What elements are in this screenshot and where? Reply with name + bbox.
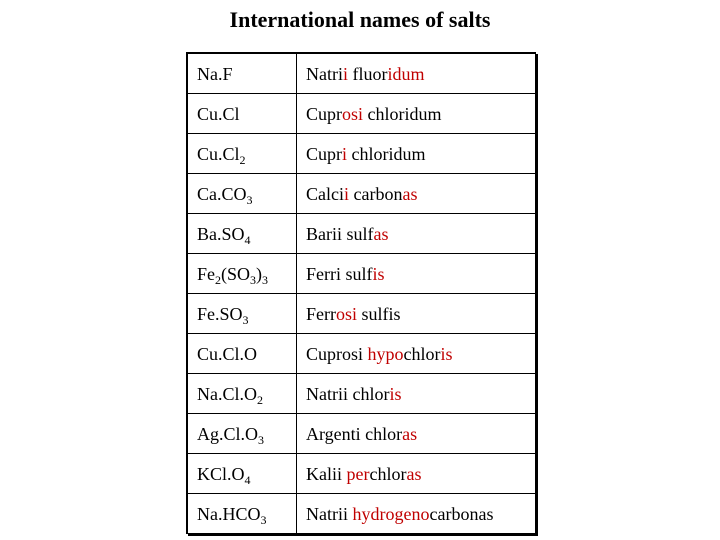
text-segment: ) (256, 263, 263, 284)
table-row (187, 174, 536, 214)
table-row (187, 494, 536, 534)
text-segment: KCl.O (197, 463, 245, 484)
text-segment: Ferri sulf (306, 263, 373, 284)
table-row (187, 334, 536, 374)
latin-name-cell (297, 174, 536, 214)
highlighted-affix: as (402, 183, 418, 204)
subscript: 3 (250, 272, 257, 287)
subscript: 4 (244, 232, 251, 247)
highlighted-affix: idum (387, 63, 425, 84)
text-segment: Ba.SO (197, 223, 245, 244)
subscript: 4 (244, 472, 251, 487)
subscript: 2 (257, 392, 263, 407)
table-row (187, 454, 536, 494)
table-row (187, 254, 536, 294)
table-row (187, 294, 536, 334)
formula-cell (187, 214, 297, 254)
latin-name-cell (297, 214, 536, 254)
formula-cell (187, 174, 297, 214)
formula-cell (187, 254, 297, 294)
latin-name-cell (297, 414, 536, 454)
text-segment: Cu.Cl (197, 143, 240, 164)
table-row (187, 214, 536, 254)
highlighted-affix: i (342, 63, 348, 84)
text-segment: (SO (221, 263, 251, 284)
table-row (187, 134, 536, 174)
highlighted-affix: is (372, 263, 385, 284)
highlighted-affix: is (440, 343, 453, 364)
highlighted-affix: as (402, 423, 418, 444)
text-segment: Kalii (306, 463, 347, 484)
highlighted-affix: hypo (367, 343, 404, 364)
text-segment: Barii sulf (306, 223, 374, 244)
formula-cell (187, 53, 297, 94)
latin-name-cell (297, 134, 536, 174)
latin-name-cell (297, 94, 536, 134)
subscript: 2 (215, 272, 221, 287)
text-segment: Fe.SO (197, 303, 243, 324)
text-segment: Ferr (306, 303, 336, 324)
table-row (187, 94, 536, 134)
text-segment: Fe (197, 263, 215, 284)
highlighted-affix: osi (342, 103, 364, 124)
formula-cell (187, 134, 297, 174)
text-segment: Ag.Cl.O (197, 423, 259, 444)
text-segment: Cu.Cl (197, 103, 240, 124)
latin-name-cell (297, 374, 536, 414)
text-segment: Ca.CO (197, 183, 247, 204)
subscript: 3 (258, 432, 265, 447)
latin-name-cell (297, 254, 536, 294)
text-segment: fluor (348, 63, 388, 84)
highlighted-affix: i (342, 143, 348, 164)
text-segment: chlor (403, 343, 441, 364)
text-segment: Na.Cl.O (197, 383, 257, 404)
text-segment: Natri (306, 63, 343, 84)
highlighted-affix: per (346, 463, 370, 484)
text-segment: Argenti chlor (306, 423, 403, 444)
latin-name-cell (297, 454, 536, 494)
formula-cell (187, 94, 297, 134)
text-segment: chlor (369, 463, 407, 484)
latin-name-cell (297, 294, 536, 334)
text-segment: Cupr (306, 143, 342, 164)
salts-table (186, 52, 536, 534)
highlighted-affix: osi (336, 303, 358, 324)
text-segment: Na.F (197, 63, 233, 84)
text-segment: chloridum (347, 143, 426, 164)
subscript: 3 (260, 512, 267, 527)
highlighted-affix: as (373, 223, 389, 244)
table-row (187, 53, 536, 94)
text-segment: carbon (349, 183, 403, 204)
text-segment: Na.HCO (197, 503, 261, 524)
subscript: 3 (262, 272, 269, 287)
text-segment: Cupr (306, 103, 342, 124)
formula-cell (187, 334, 297, 374)
highlighted-affix: hydrogeno (352, 503, 430, 524)
latin-name-cell (297, 334, 536, 374)
subscript: 2 (239, 152, 246, 167)
salts-table-body (187, 53, 536, 534)
highlighted-affix: is (389, 383, 402, 404)
subscript: 3 (242, 312, 249, 327)
formula-cell (187, 494, 297, 534)
highlighted-affix: as (406, 463, 422, 484)
latin-name-cell (297, 53, 536, 94)
text-segment: Natrii (306, 503, 353, 524)
highlighted-affix: i (344, 183, 350, 204)
text-segment: Calci (306, 183, 344, 204)
text-segment: Natrii chlor (306, 383, 390, 404)
formula-cell (187, 374, 297, 414)
table-row (187, 374, 536, 414)
page-title: International names of salts (229, 7, 491, 32)
text-segment: carbonas (429, 503, 494, 524)
formula-cell (187, 294, 297, 334)
text-segment: sulfis (357, 303, 401, 324)
subscript: 3 (246, 192, 253, 207)
text-segment: Cuprosi (306, 343, 368, 364)
table-row (187, 414, 536, 454)
text-segment: chloridum (363, 103, 442, 124)
latin-name-cell (297, 494, 536, 534)
formula-cell (187, 414, 297, 454)
formula-cell (187, 454, 297, 494)
text-segment: Cu.Cl.O (197, 343, 258, 364)
